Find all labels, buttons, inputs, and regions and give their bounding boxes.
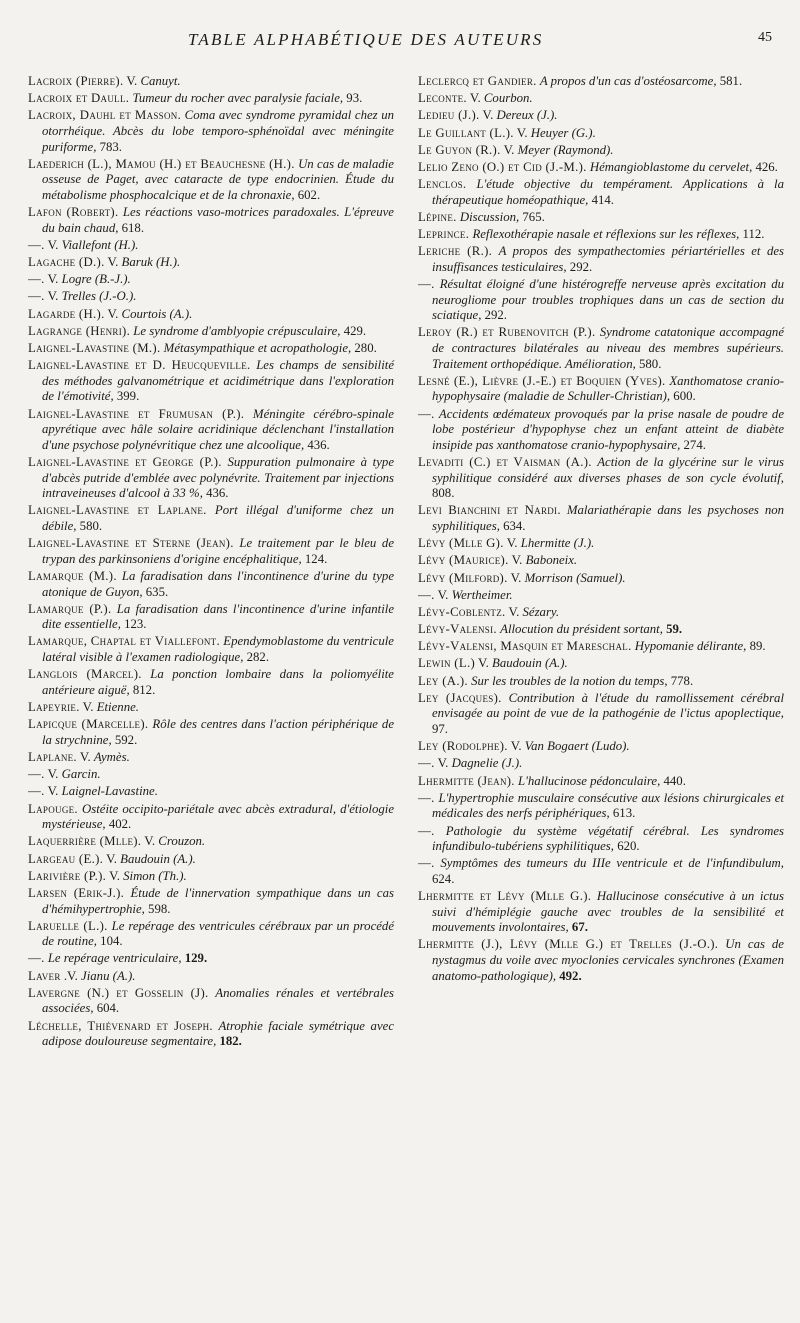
entry-title: Syndrome catatonique accompagné de contractures bilatérales au niveau des membres supérieurs. Traitement orthopédique. Amélioration, [432,325,785,371]
author-name: Lévy (Mlle G). [418,536,504,551]
entry-title: Baudouin (A.). [492,656,568,671]
page-reference: 580. [635,356,662,371]
entry-title: Baboneix. [525,553,578,568]
author-name: Lacroix (Pierre). [28,74,124,88]
index-entry [418,791,784,822]
index-entry [28,358,394,405]
entry-connector: V. [141,834,159,849]
author-name: Larivière (P.). [28,868,107,883]
author-name: Le Guyon (R.). [418,142,501,157]
entry-title: Logre (B.-J.). [61,272,131,287]
author-name: —. [28,289,45,304]
entry-title: Méningite cérébro-spinale apyrétique avec hâle solaire acridinique déclenchant l'installation d'une psychose polynévritique chez une alcoolique, [42,406,394,452]
entry-title: Étude de l'innervation sympathique dans un cas d'hémihypertrophie, [42,885,394,916]
entry-connector: V. [434,587,452,602]
page-reference: 580. [76,518,103,533]
entry-connector: V. [79,700,97,715]
author-name: —. [28,767,45,782]
index-entry [28,238,394,254]
index-entry [418,126,784,142]
index-entry [418,74,784,90]
author-name: —. [418,790,435,805]
page-number: 45 [758,30,772,45]
page-reference: 604. [93,1001,120,1016]
entry-title: A propos d'un cas d'ostéosarcome, [539,74,717,88]
index-entry [28,407,394,454]
entry-connector: V. [76,750,94,764]
page-reference: 129. [181,951,208,966]
index-entry [28,1019,394,1050]
entry-connector: V. [44,237,62,252]
entry-title: Ostéite occipito-pariétale avec abcès extradural, d'étiologie mystérieuse, [42,801,394,832]
index-entry [28,886,394,917]
author-name: —. [28,272,45,287]
page-reference: 182. [216,1034,242,1049]
entry-connector: V. [104,255,122,270]
entry-title: Allocution du président sortant, [500,622,663,637]
entry-title: Aymès. [93,750,130,764]
entry-connector [502,691,509,705]
author-name: Lévy-Valensi, Masquin et Mareschal. [418,639,632,654]
index-entry [418,674,784,690]
entry-connector: V. [507,570,525,585]
index-entry [418,856,784,887]
entry-title: Etienne. [96,700,139,715]
index-entry [28,802,394,833]
entry-title: Métasympathique et acropathologie, [163,341,352,356]
entry-title: Jianu (A.). [81,968,136,983]
author-name: Lafon (Robert). [28,205,119,220]
index-columns [28,74,784,1051]
entry-connector [142,667,150,681]
author-name: Ley (Jacques). [418,690,502,705]
entry-title: Hypomanie délirante, [634,639,747,654]
entry-title: Courbon. [483,91,533,106]
page-reference: 89. [746,639,766,654]
entry-title: Courtois (A.). [121,306,193,321]
entry-title: L'étude objective du tempérament. Applications à la thérapeutique homéopathique, [432,177,784,207]
index-entry [418,553,784,569]
index-entry [418,244,784,275]
author-name: Laignel-Lavastine et D. Heucqueville. [28,358,251,373]
index-entry [418,277,784,324]
entry-title: Rôle des centres dans l'action périphérique de la strychnine, [42,717,394,747]
entry-title: L'hallucinose pédonculaire, [518,773,661,788]
index-entry [418,407,784,454]
index-entry [418,937,784,984]
index-entry [418,824,784,855]
author-name: Lapicque (Marcelle). [28,717,149,732]
running-title: TABLE ALPHABÉTIQUE DES AUTEURS [188,30,544,49]
index-entry [28,324,394,340]
index-entry [28,717,394,748]
entry-title: Discussion, [459,209,520,224]
entry-title: Dereux (J.). [496,108,558,123]
index-entry [418,536,784,552]
author-name: Lévy-Coblentz. [418,604,506,619]
page-reference: 618. [118,220,145,235]
author-name: Lamarque, Chaptal et Viallefont. [28,634,220,649]
author-name: Lacroix, Dauhl et Masson. [28,108,182,123]
page-reference: 426. [752,159,778,174]
page-reference: 274. [680,437,706,452]
author-name: Lamarque (M.). [28,568,117,583]
entry-title: Van Bogaert (Ludo). [524,739,630,754]
entry-title: Tumeur du rocher avec paralysie faciale, [132,91,344,106]
page-reference: 429. [340,323,367,338]
index-entry [28,969,394,985]
entry-title: Dagnelie (J.). [451,756,523,771]
author-name: Ley (A.). [418,673,468,688]
author-name: Lévy (Maurice). [418,553,509,568]
page-reference: 635. [142,584,169,599]
index-entry [418,774,784,790]
page-reference: 600. [670,389,696,404]
index-entry [418,177,784,208]
entry-title: Baudouin (A.). [120,851,196,866]
author-name: Leprince. [418,227,470,242]
author-name: —. [28,237,45,252]
right-column [418,74,784,1051]
entry-connector: V. [466,91,484,106]
author-name: Laruelle (L.). [28,918,108,933]
author-name: Laquerrière (Mlle). [28,834,142,849]
entry-title: Canuyt. [140,74,181,88]
entry-title: Morrison (Samuel). [524,570,626,585]
page-reference: 280. [351,341,377,356]
page-reference: 124. [301,551,328,566]
index-entry [28,536,394,567]
entry-connector [207,503,215,517]
entry-title: Laignel-Lavastine. [61,784,158,799]
index-entry [418,691,784,738]
author-name: Laignel-Lavastine et Sterne (Jean). [28,536,234,551]
author-name: Lesné (E.), Lièvre (J.-E.) et Boquien (Yves). [418,373,666,388]
author-name: —. [28,784,45,799]
page-reference: 765. [519,209,545,224]
index-entry [418,325,784,372]
author-name: Lamarque (P.). [28,601,112,616]
entry-connector: V. [44,272,62,287]
entry-title: Sézary. [522,604,560,619]
index-entry [418,889,784,936]
entry-connector: V. [507,739,525,754]
author-name: Lhermitte (J.), Lévy (Mlle G.) et Trelles (J.-O.). [418,937,719,952]
author-name: Lévy-Valensi. [418,622,497,637]
index-entry [28,750,394,766]
index-entry [28,91,394,107]
author-name: Lelio Zeno (O.) et Cid (J.-M.). [418,159,587,174]
index-entry [418,571,784,587]
entry-title: Le traitement par le bleu de trypan des parkinsoniens d'origine encéphalitique, [42,536,395,566]
author-name: Langlois (Marcel). [28,667,142,682]
page-reference: 808. [432,486,455,501]
entry-title: Port illégal d'uniforme chez un débile, [42,503,394,533]
author-name: Levi Bianchini et Nardi. [418,503,561,518]
entry-connector [466,177,476,191]
entry-connector: V. [104,306,122,321]
page-reference: 292. [566,259,593,274]
page-reference: 399. [113,389,140,404]
entry-title: Contribution à l'étude du ramollissement cérébral envisagée au point de vue de la pathogénie de l'ictus apoplectique, [432,690,785,721]
index-entry [418,374,784,405]
index-entry [28,455,394,502]
author-name: Lenclos. [418,177,467,192]
author-name: Lagache (D.). [28,255,105,270]
page-reference: 492. [556,968,582,983]
entry-title: Trelles (J.-O.). [61,289,137,304]
author-name: Laignel-Lavastine (M.). [28,341,161,356]
entry-title: Accidents œdémateux provoqués par la prise nasale de poudre de lobe postérieur d'hypophyse chez un enfant atteint de diabète insipide pas xanthomatose cranio-hypophysaire, [432,406,784,452]
entry-title: Le syndrome d'amblyopie crépusculaire, [133,323,341,338]
author-name: —. [418,277,435,292]
author-name: Lhermitte (Jean). [418,773,515,788]
page-reference: 592. [111,732,138,747]
left-column [28,74,394,1051]
entry-connector: V. [513,125,531,140]
index-entry [28,255,394,271]
index-entry [28,852,394,868]
entry-connector: V. [503,536,521,551]
author-name: —. [418,756,435,771]
author-name: Laederich (L.), Mamou (H.) et Beauchesne (H.). [28,156,295,171]
entry-title: Malariathérapie dans les psychoses non syphilitiques, [432,503,785,533]
author-name: Lévy (Milford). [418,570,508,585]
index-entry [28,869,394,885]
entry-title: Un cas de maladie osseuse de Paget, avec cataracte de type endocrinien. Étude du métabolisme phosphocalcique et de la chronaxie, [42,156,394,202]
page-reference: 402. [105,817,132,832]
index-entry [28,272,394,288]
author-name: —. [418,406,435,421]
entry-title: A propos des sympathectomies périartérielles et des insuffisances testiculaires, [432,244,785,274]
entry-title: Action de la glycérine sur le virus syphilitique considéré aux diverses phases de son cycle évolutif, [432,454,785,485]
page-reference: 624. [432,871,455,886]
author-name: Levaditi (C.) et Vaisman (A.). [418,454,592,469]
page-reference: 112. [739,227,765,242]
page-reference: 620. [614,839,640,854]
entry-connector [435,824,446,838]
entry-connector: V. [475,656,493,671]
author-name: Lapeyrie. [28,700,80,715]
author-name: Larsen (Erik-J.). [28,885,125,900]
page-reference: 414. [588,192,614,207]
author-name: —. [418,587,435,602]
page-reference: 436. [202,486,229,501]
entry-title: Anomalies rénales et vertébrales associées, [42,985,395,1016]
index-entry [28,569,394,600]
entry-connector: V. [479,108,497,123]
page-reference: 613. [609,806,636,821]
page-reference: 602. [294,187,321,202]
entry-title: L'hypertrophie musculaire consécutive aux lésions chirurgicales et médicales des nerfs périphériques, [432,790,785,821]
entry-connector: V. [44,784,62,799]
author-name: Lapouge. [28,801,78,816]
entry-title: La ponction lombaire dans la poliomyélite antérieure aiguë, [42,667,394,697]
index-entry [28,700,394,716]
entry-connector [244,407,253,421]
index-entry [28,307,394,323]
index-entry [28,951,394,967]
page-reference: 440. [660,773,686,788]
entry-title: La faradisation dans l'incontinence d'urine du type atonique de Guyon, [42,568,394,599]
entry-title: Baruk (H.). [121,255,181,270]
index-entry [418,91,784,107]
index-entry [28,74,394,90]
author-name: Laignel-Lavastine et Frumusan (P.). [28,406,245,421]
entry-connector: V. [123,74,141,88]
author-name: Lavergne (N.) et Gosselin (J). [28,985,209,1000]
author-name: Leriche (R.). [418,244,493,259]
entry-title: Meyer (Raymond). [517,142,614,157]
author-name: —. [28,951,45,966]
author-name: Laignel-Lavastine et Laplane. [28,503,207,518]
index-entry [28,205,394,236]
author-name: —. [418,823,435,838]
author-name: Lépine. [418,209,457,224]
index-entry [28,602,394,633]
author-name: —. [418,856,435,871]
index-entry [28,289,394,305]
entry-title: Coma avec syndrome pyramidal chez un otorrhéique. Abcès du lobe temporo-sphénoïdal avec méningite puriforme, [42,108,395,154]
entry-title: Atrophie faciale symétrique avec adipose douloureuse segmentaire, [42,1018,394,1049]
author-name: Lewin (L.) [418,656,476,671]
author-name: Leconte. [418,91,467,106]
index-entry [418,656,784,672]
index-entry [28,634,394,665]
entry-connector: V. [106,868,124,883]
entry-title: Simon (Th.). [123,868,187,883]
index-entry [28,784,394,800]
index-entry [418,756,784,772]
index-entry [418,503,784,534]
index-entry [418,108,784,124]
index-entry [28,157,394,204]
page-reference: 634. [499,518,526,533]
entry-title: Les champs de sensibilité des méthodes galvanométrique et acidimétrique dans l'exploration de l'émotivité, [42,358,395,404]
author-name: Lagarde (H.). [28,306,105,321]
entry-connector: V. [508,553,526,568]
entry-title: Lhermitte (J.). [520,536,595,551]
index-entry [28,503,394,534]
entry-title: La faradisation dans l'incontinence d'urine infantile dite essentielle, [42,601,395,632]
index-entry [418,605,784,621]
entry-connector: V. [500,142,518,157]
author-name: Lagrange (Henri). [28,323,131,338]
page-reference: 292. [481,308,507,323]
entry-connector: .V. [60,968,82,983]
author-name: Léchelle, Thiévenard et Joseph. [28,1018,213,1033]
index-entry [418,588,784,604]
author-name: Lacroix et Daull. [28,91,130,106]
entry-connector: V. [44,289,62,304]
page-reference: 598. [144,901,171,916]
index-entry [418,160,784,176]
entry-title: Ependymoblastome du ventricule latéral visible à l'examen radiologique, [42,634,394,665]
entry-title: Xanthomatose cranio-hypophysaire (maladie de Schuller-Christian), [432,373,785,404]
index-entry [418,622,784,638]
author-name: Laplane. [28,750,77,764]
page-reference: 93. [343,91,363,106]
author-name: Leclercq et Gandier. [418,74,537,88]
page-reference: 67. [568,920,588,935]
page-reference: 123. [120,617,147,632]
entry-title: Garcin. [61,767,101,782]
entry-title: Le repérage des ventricules cérébraux par un procédé de routine, [42,918,395,949]
author-name: Laver [28,968,61,983]
page-reference: 581. [716,74,743,88]
author-name: Leroy (R.) et Rubenovitch (P.). [418,325,596,340]
entry-title: Reflexothérapie nasale et réflexions sur les réflexes, [472,227,740,242]
index-entry [28,667,394,698]
page-reference: 282. [243,650,270,665]
page-reference: 97. [432,722,448,736]
page-reference: 783. [96,139,122,154]
entry-connector: V. [103,851,121,866]
index-entry [28,341,394,357]
entry-title: Viallefont (H.). [61,237,139,252]
author-name: Laignel-Lavastine et George (P.). [28,454,222,469]
page-reference: 59. [662,622,683,637]
page-reference: 104. [96,934,123,949]
index-entry [418,227,784,243]
entry-title: Symptômes des tumeurs du IIIe ventricule et de l'infundibulum, [440,856,784,871]
index-entry [28,108,394,155]
page-reference: 812. [129,682,156,697]
entry-title: Un cas de nystagmus du voile avec myoclonies cervicales synchrones (Examen anatomo-pathologique), [432,937,784,983]
index-entry [418,210,784,226]
entry-title: Suppuration pulmonaire à type d'abcès putride d'emblée avec polynévrite. Traitement par injections intraveineuses d'alcool à 33 %, [42,454,394,501]
entry-title: Les réactions vaso-motrices paradoxales. L'épreuve du bain chaud, [42,205,394,235]
entry-title: Le repérage ventriculaire, [47,951,182,966]
index-entry [28,767,394,783]
index-entry [418,639,784,655]
author-name: Ley (Rodolphe). [418,739,508,754]
entry-title: Hémangioblastome du cervelet, [589,159,753,174]
entry-title: Hallucinose consécutive à un ictus suivi d'hémiplégie gauche avec troubles de la sensibilité et mouvements involontaires, [432,889,784,935]
entry-title: Pathologie du système végétatif cérébral. Les syndromes infundibulo-tubériens syphilitiques, [432,823,785,854]
index-entry [418,739,784,755]
author-name: Lhermitte et Lévy (Mlle G.). [418,889,592,904]
entry-connector: V. [505,604,523,619]
entry-title: Wertheimer. [451,587,513,602]
index-entry [28,986,394,1017]
page-header [28,30,772,60]
entry-connector: V. [44,767,62,782]
page-reference: 778. [667,673,694,688]
entry-title: Résultat éloigné d'une histérogreffe nerveuse après excitation du neurogliome pour troubles trophiques dans un cas de section du sciatique, [432,277,784,323]
index-entry [28,919,394,950]
author-name: Le Guillant (L.). [418,125,514,140]
entry-title: Heuyer (G.). [530,125,596,140]
index-entry [28,834,394,850]
page-reference: 436. [304,437,330,452]
entry-title: Crouzon. [158,834,206,849]
author-name: Largeau (E.). [28,851,104,866]
index-entry [418,143,784,159]
index-entry [418,455,784,502]
author-name: Ledieu (J.). [418,108,480,123]
entry-title: Sur les troubles de la notion du temps, [471,673,668,688]
entry-connector: V. [434,756,452,771]
